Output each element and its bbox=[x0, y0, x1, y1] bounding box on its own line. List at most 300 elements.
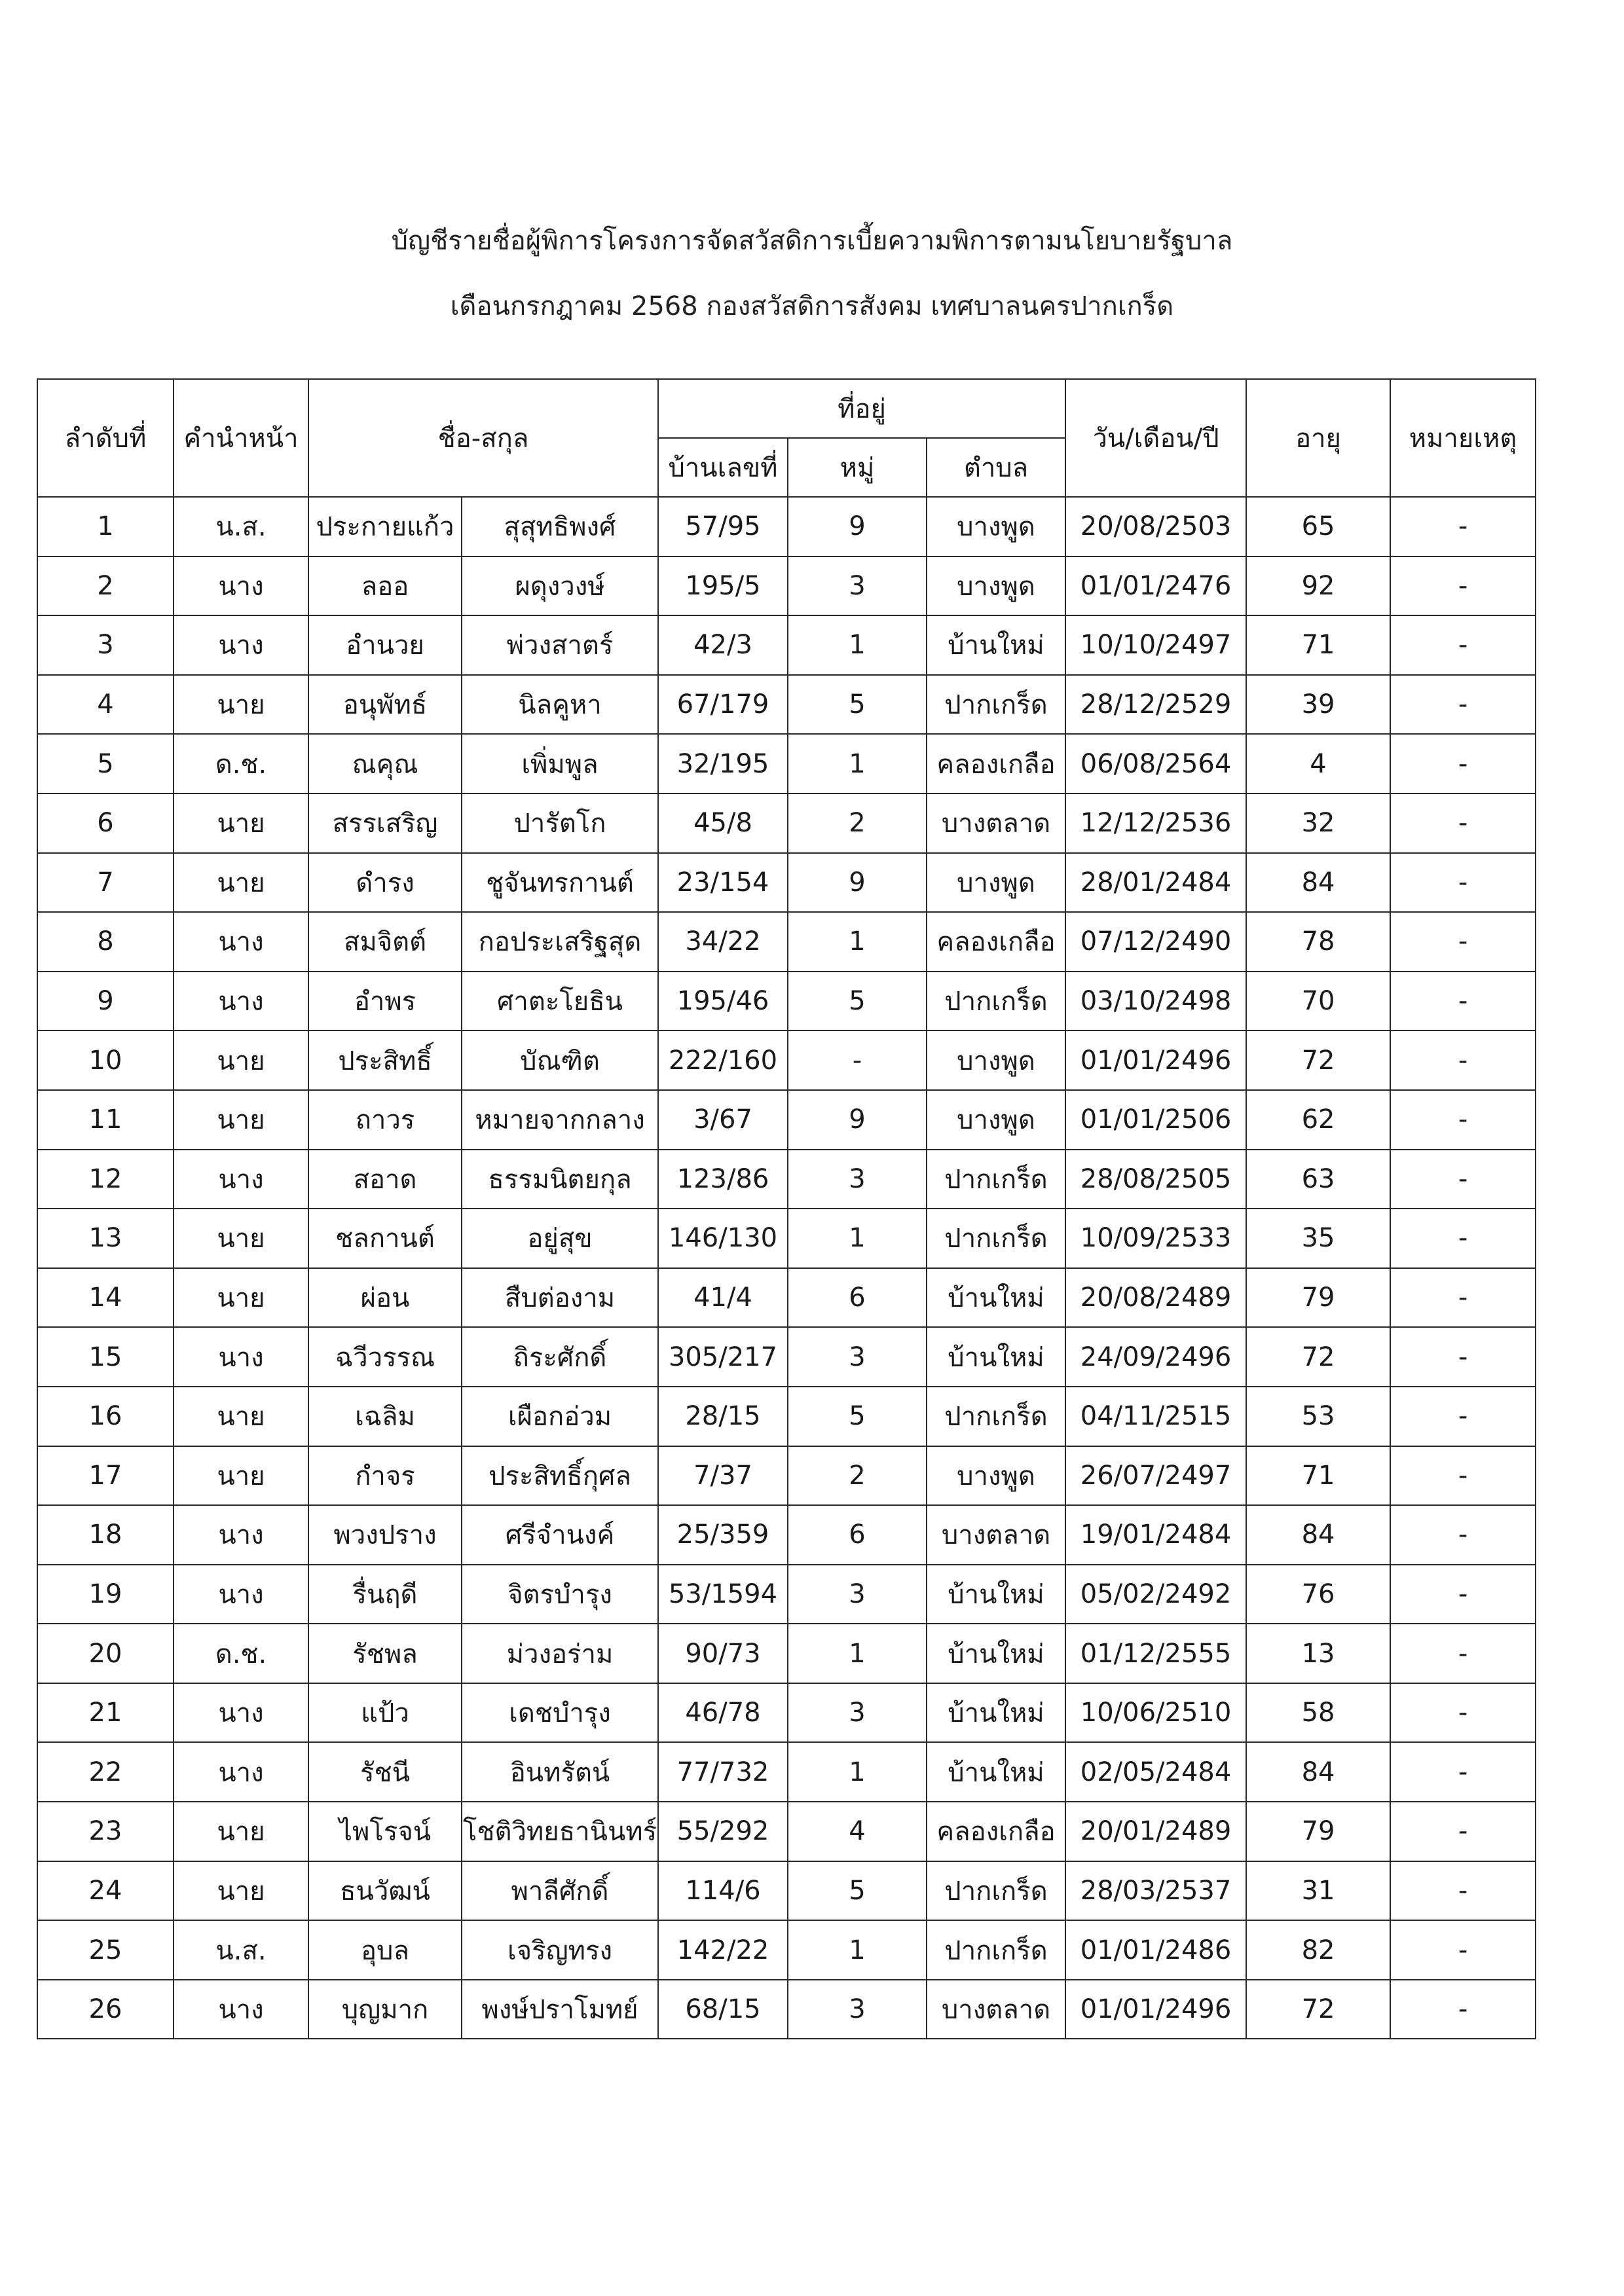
cell-moo: 3 bbox=[788, 556, 927, 616]
cell-note: - bbox=[1390, 497, 1536, 556]
cell-age: 84 bbox=[1246, 853, 1390, 913]
cell-tambon: บ้านใหม่ bbox=[927, 1624, 1065, 1683]
cell-house-no: 45/8 bbox=[658, 793, 788, 853]
cell-first-name: ฉวีวรรณ bbox=[308, 1327, 462, 1387]
cell-first-name: รัชพล bbox=[308, 1624, 462, 1683]
table-row bbox=[37, 1268, 1536, 1328]
cell-dob: 01/01/2486 bbox=[1065, 1920, 1246, 1980]
cell-first-name: ถาวร bbox=[308, 1090, 462, 1150]
cell-no: 26 bbox=[37, 1980, 174, 2039]
cell-house-no: 68/15 bbox=[658, 1980, 788, 2039]
cell-tambon: บางตลาด bbox=[927, 793, 1065, 853]
table-row bbox=[37, 556, 1536, 616]
cell-first-name: ไพโรจน์ bbox=[308, 1802, 462, 1861]
cell-dob: 06/08/2564 bbox=[1065, 734, 1246, 793]
table-row bbox=[37, 793, 1536, 853]
cell-note: - bbox=[1390, 1209, 1536, 1268]
cell-house-no: 77/732 bbox=[658, 1742, 788, 1802]
cell-prefix: นาง bbox=[174, 1980, 308, 2039]
cell-last-name: ถิระศักดิ์ bbox=[462, 1327, 658, 1387]
header-note: หมายเหตุ bbox=[1390, 379, 1536, 497]
cell-first-name: พวงปราง bbox=[308, 1505, 462, 1565]
cell-moo: 5 bbox=[788, 1387, 927, 1446]
table-row bbox=[37, 1150, 1536, 1209]
cell-tambon: บางพูด bbox=[927, 853, 1065, 913]
cell-no: 23 bbox=[37, 1802, 174, 1861]
cell-prefix: น.ส. bbox=[174, 497, 308, 556]
cell-moo: 5 bbox=[788, 675, 927, 735]
cell-tambon: คลองเกลือ bbox=[927, 1802, 1065, 1861]
cell-age: 31 bbox=[1246, 1861, 1390, 1921]
cell-dob: 04/11/2515 bbox=[1065, 1387, 1246, 1446]
cell-prefix: นาง bbox=[174, 1565, 308, 1624]
cell-dob: 01/01/2506 bbox=[1065, 1090, 1246, 1150]
cell-last-name: นิลคูหา bbox=[462, 675, 658, 735]
cell-last-name: เผือกอ่วม bbox=[462, 1387, 658, 1446]
cell-last-name: ปารัตโก bbox=[462, 793, 658, 853]
cell-tambon: บางพูด bbox=[927, 1446, 1065, 1506]
cell-dob: 01/01/2496 bbox=[1065, 1030, 1246, 1090]
cell-note: - bbox=[1390, 1565, 1536, 1624]
cell-moo: 1 bbox=[788, 1209, 927, 1268]
cell-no: 20 bbox=[37, 1624, 174, 1683]
table-row bbox=[37, 1920, 1536, 1980]
cell-dob: 01/01/2476 bbox=[1065, 556, 1246, 616]
cell-dob: 28/12/2529 bbox=[1065, 675, 1246, 735]
cell-last-name: เดชบำรุง bbox=[462, 1683, 658, 1743]
cell-age: 79 bbox=[1246, 1268, 1390, 1328]
cell-note: - bbox=[1390, 1446, 1536, 1506]
cell-age: 72 bbox=[1246, 1980, 1390, 2039]
cell-first-name: บุญมาก bbox=[308, 1980, 462, 2039]
cell-no: 3 bbox=[37, 615, 174, 675]
cell-age: 13 bbox=[1246, 1624, 1390, 1683]
cell-moo: 1 bbox=[788, 1624, 927, 1683]
cell-age: 71 bbox=[1246, 615, 1390, 675]
cell-tambon: บ้านใหม่ bbox=[927, 1268, 1065, 1328]
cell-moo: 1 bbox=[788, 1742, 927, 1802]
cell-age: 4 bbox=[1246, 734, 1390, 793]
cell-prefix: นาง bbox=[174, 1742, 308, 1802]
cell-no: 2 bbox=[37, 556, 174, 616]
cell-tambon: บางพูด bbox=[927, 1030, 1065, 1090]
cell-first-name: เฉลิม bbox=[308, 1387, 462, 1446]
cell-prefix: นาย bbox=[174, 675, 308, 735]
cell-prefix: นาง bbox=[174, 1150, 308, 1209]
cell-moo: 6 bbox=[788, 1268, 927, 1328]
cell-no: 13 bbox=[37, 1209, 174, 1268]
cell-first-name: ชลกานต์ bbox=[308, 1209, 462, 1268]
cell-tambon: บ้านใหม่ bbox=[927, 615, 1065, 675]
cell-note: - bbox=[1390, 1150, 1536, 1209]
cell-house-no: 53/1594 bbox=[658, 1565, 788, 1624]
cell-dob: 26/07/2497 bbox=[1065, 1446, 1246, 1506]
cell-note: - bbox=[1390, 972, 1536, 1031]
cell-house-no: 222/160 bbox=[658, 1030, 788, 1090]
cell-note: - bbox=[1390, 1980, 1536, 2039]
cell-dob: 12/12/2536 bbox=[1065, 793, 1246, 853]
cell-last-name: ธรรมนิตยกุล bbox=[462, 1150, 658, 1209]
table-row bbox=[37, 912, 1536, 972]
cell-last-name: อินทรัตน์ bbox=[462, 1742, 658, 1802]
cell-moo: 1 bbox=[788, 615, 927, 675]
cell-first-name: ลออ bbox=[308, 556, 462, 616]
cell-house-no: 123/86 bbox=[658, 1150, 788, 1209]
cell-tambon: คลองเกลือ bbox=[927, 734, 1065, 793]
table-row bbox=[37, 675, 1536, 735]
cell-last-name: กอประเสริฐสุด bbox=[462, 912, 658, 972]
cell-moo: 9 bbox=[788, 1090, 927, 1150]
cell-no: 1 bbox=[37, 497, 174, 556]
cell-moo: 3 bbox=[788, 1683, 927, 1743]
cell-first-name: อำพร bbox=[308, 972, 462, 1031]
cell-last-name: เจริญทรง bbox=[462, 1920, 658, 1980]
cell-age: 32 bbox=[1246, 793, 1390, 853]
cell-note: - bbox=[1390, 615, 1536, 675]
cell-prefix: นาง bbox=[174, 912, 308, 972]
cell-note: - bbox=[1390, 556, 1536, 616]
cell-house-no: 114/6 bbox=[658, 1861, 788, 1921]
cell-prefix: นาย bbox=[174, 1030, 308, 1090]
cell-moo: 2 bbox=[788, 793, 927, 853]
cell-prefix: นาย bbox=[174, 1861, 308, 1921]
header-moo: หมู่ bbox=[788, 438, 927, 497]
cell-no: 10 bbox=[37, 1030, 174, 1090]
cell-no: 19 bbox=[37, 1565, 174, 1624]
cell-note: - bbox=[1390, 734, 1536, 793]
cell-no: 12 bbox=[37, 1150, 174, 1209]
table-row bbox=[37, 972, 1536, 1031]
cell-last-name: เพิ่มพูล bbox=[462, 734, 658, 793]
cell-age: 58 bbox=[1246, 1683, 1390, 1743]
cell-note: - bbox=[1390, 1802, 1536, 1861]
cell-note: - bbox=[1390, 853, 1536, 913]
cell-house-no: 57/95 bbox=[658, 497, 788, 556]
cell-dob: 28/01/2484 bbox=[1065, 853, 1246, 913]
header-tambon: ตำบล bbox=[927, 438, 1065, 497]
cell-tambon: บางพูด bbox=[927, 1090, 1065, 1150]
cell-first-name: อุบล bbox=[308, 1920, 462, 1980]
cell-prefix: นาย bbox=[174, 793, 308, 853]
cell-moo: - bbox=[788, 1030, 927, 1090]
cell-prefix: นาง bbox=[174, 972, 308, 1031]
header-house-no: บ้านเลขที่ bbox=[658, 438, 788, 497]
cell-no: 21 bbox=[37, 1683, 174, 1743]
cell-note: - bbox=[1390, 1090, 1536, 1150]
cell-moo: 3 bbox=[788, 1980, 927, 2039]
cell-age: 82 bbox=[1246, 1920, 1390, 1980]
table-body bbox=[37, 497, 1536, 2039]
cell-first-name: อนุพัทธ์ bbox=[308, 675, 462, 735]
cell-age: 92 bbox=[1246, 556, 1390, 616]
cell-dob: 10/06/2510 bbox=[1065, 1683, 1246, 1743]
cell-note: - bbox=[1390, 675, 1536, 735]
cell-first-name: ประสิทธิ์ bbox=[308, 1030, 462, 1090]
cell-last-name: พาลีศักดิ์ bbox=[462, 1861, 658, 1921]
cell-dob: 10/10/2497 bbox=[1065, 615, 1246, 675]
cell-dob: 20/08/2489 bbox=[1065, 1268, 1246, 1328]
cell-last-name: พงษ์ปราโมทย์ bbox=[462, 1980, 658, 2039]
cell-dob: 10/09/2533 bbox=[1065, 1209, 1246, 1268]
header-name: ชื่อ-สกุล bbox=[308, 379, 658, 497]
cell-first-name: แป้ว bbox=[308, 1683, 462, 1743]
cell-tambon: บ้านใหม่ bbox=[927, 1683, 1065, 1743]
cell-note: - bbox=[1390, 912, 1536, 972]
table-row bbox=[37, 1446, 1536, 1506]
cell-moo: 1 bbox=[788, 734, 927, 793]
cell-moo: 2 bbox=[788, 1446, 927, 1506]
cell-last-name: ชูจันทรกานต์ bbox=[462, 853, 658, 913]
cell-tambon: บ้านใหม่ bbox=[927, 1565, 1065, 1624]
cell-dob: 28/03/2537 bbox=[1065, 1861, 1246, 1921]
cell-moo: 3 bbox=[788, 1150, 927, 1209]
cell-dob: 24/09/2496 bbox=[1065, 1327, 1246, 1387]
cell-first-name: สมจิตต์ bbox=[308, 912, 462, 972]
cell-last-name: หมายจากกลาง bbox=[462, 1090, 658, 1150]
cell-first-name: สอาด bbox=[308, 1150, 462, 1209]
table-row bbox=[37, 1327, 1536, 1387]
cell-prefix: ด.ช. bbox=[174, 734, 308, 793]
cell-tambon: ปากเกร็ด bbox=[927, 1861, 1065, 1921]
cell-dob: 03/10/2498 bbox=[1065, 972, 1246, 1031]
cell-note: - bbox=[1390, 1030, 1536, 1090]
cell-house-no: 67/179 bbox=[658, 675, 788, 735]
cell-no: 7 bbox=[37, 853, 174, 913]
cell-no: 6 bbox=[37, 793, 174, 853]
cell-house-no: 195/5 bbox=[658, 556, 788, 616]
cell-tambon: บ้านใหม่ bbox=[927, 1327, 1065, 1387]
cell-first-name: กำจร bbox=[308, 1446, 462, 1506]
cell-house-no: 23/154 bbox=[658, 853, 788, 913]
cell-last-name: โชติวิทยธานินทร์ bbox=[462, 1802, 658, 1861]
cell-tambon: คลองเกลือ bbox=[927, 912, 1065, 972]
table-row bbox=[37, 734, 1536, 793]
cell-first-name: อำนวย bbox=[308, 615, 462, 675]
header-dob: วัน/เดือน/ปี bbox=[1065, 379, 1246, 497]
cell-tambon: ปากเกร็ด bbox=[927, 1387, 1065, 1446]
cell-house-no: 55/292 bbox=[658, 1802, 788, 1861]
cell-no: 25 bbox=[37, 1920, 174, 1980]
cell-note: - bbox=[1390, 1387, 1536, 1446]
table-row bbox=[37, 1090, 1536, 1150]
header-address: ที่อยู่ bbox=[658, 379, 1065, 438]
cell-age: 71 bbox=[1246, 1446, 1390, 1506]
cell-moo: 9 bbox=[788, 853, 927, 913]
cell-first-name: สรรเสริญ bbox=[308, 793, 462, 853]
cell-age: 78 bbox=[1246, 912, 1390, 972]
cell-prefix: นาย bbox=[174, 1209, 308, 1268]
cell-moo: 1 bbox=[788, 912, 927, 972]
cell-first-name: รื่นฤดี bbox=[308, 1565, 462, 1624]
table-row bbox=[37, 497, 1536, 556]
cell-dob: 28/08/2505 bbox=[1065, 1150, 1246, 1209]
cell-moo: 6 bbox=[788, 1505, 927, 1565]
cell-last-name: ม่วงอร่าม bbox=[462, 1624, 658, 1683]
cell-last-name: ประสิทธิ์กุศล bbox=[462, 1446, 658, 1506]
cell-prefix: นาง bbox=[174, 1327, 308, 1387]
cell-last-name: อยู่สุข bbox=[462, 1209, 658, 1268]
cell-age: 53 bbox=[1246, 1387, 1390, 1446]
table-row bbox=[37, 1742, 1536, 1802]
table-row bbox=[37, 1802, 1536, 1861]
cell-prefix: นาง bbox=[174, 1505, 308, 1565]
cell-house-no: 90/73 bbox=[658, 1624, 788, 1683]
cell-note: - bbox=[1390, 793, 1536, 853]
cell-last-name: พ่วงสาตร์ bbox=[462, 615, 658, 675]
table-row bbox=[37, 853, 1536, 913]
table-row bbox=[37, 615, 1536, 675]
cell-first-name: ณคุณ bbox=[308, 734, 462, 793]
cell-house-no: 7/37 bbox=[658, 1446, 788, 1506]
cell-house-no: 146/130 bbox=[658, 1209, 788, 1268]
cell-moo: 9 bbox=[788, 497, 927, 556]
cell-moo: 4 bbox=[788, 1802, 927, 1861]
cell-tambon: ปากเกร็ด bbox=[927, 1209, 1065, 1268]
cell-no: 9 bbox=[37, 972, 174, 1031]
cell-note: - bbox=[1390, 1742, 1536, 1802]
cell-age: 72 bbox=[1246, 1327, 1390, 1387]
cell-prefix: นาย bbox=[174, 1268, 308, 1328]
cell-no: 18 bbox=[37, 1505, 174, 1565]
table-row bbox=[37, 1387, 1536, 1446]
cell-dob: 05/02/2492 bbox=[1065, 1565, 1246, 1624]
cell-house-no: 25/359 bbox=[658, 1505, 788, 1565]
cell-tambon: ปากเกร็ด bbox=[927, 1920, 1065, 1980]
cell-no: 24 bbox=[37, 1861, 174, 1921]
cell-house-no: 32/195 bbox=[658, 734, 788, 793]
cell-dob: 07/12/2490 bbox=[1065, 912, 1246, 972]
cell-prefix: นาย bbox=[174, 1090, 308, 1150]
cell-tambon: ปากเกร็ด bbox=[927, 972, 1065, 1031]
cell-tambon: บ้านใหม่ bbox=[927, 1742, 1065, 1802]
cell-prefix: ด.ช. bbox=[174, 1624, 308, 1683]
cell-last-name: ศรีจำนงค์ bbox=[462, 1505, 658, 1565]
cell-age: 35 bbox=[1246, 1209, 1390, 1268]
cell-house-no: 195/46 bbox=[658, 972, 788, 1031]
cell-age: 79 bbox=[1246, 1802, 1390, 1861]
cell-no: 14 bbox=[37, 1268, 174, 1328]
cell-no: 22 bbox=[37, 1742, 174, 1802]
cell-moo: 5 bbox=[788, 1861, 927, 1921]
cell-tambon: บางพูด bbox=[927, 556, 1065, 616]
cell-tambon: ปากเกร็ด bbox=[927, 675, 1065, 735]
cell-prefix: นาย bbox=[174, 1802, 308, 1861]
cell-tambon: บางพูด bbox=[927, 497, 1065, 556]
cell-no: 11 bbox=[37, 1090, 174, 1150]
cell-no: 4 bbox=[37, 675, 174, 735]
cell-house-no: 46/78 bbox=[658, 1683, 788, 1743]
cell-note: - bbox=[1390, 1624, 1536, 1683]
cell-dob: 01/12/2555 bbox=[1065, 1624, 1246, 1683]
cell-first-name: ผ่อน bbox=[308, 1268, 462, 1328]
cell-age: 62 bbox=[1246, 1090, 1390, 1150]
cell-note: - bbox=[1390, 1268, 1536, 1328]
cell-first-name: ประกายแก้ว bbox=[308, 497, 462, 556]
cell-age: 76 bbox=[1246, 1565, 1390, 1624]
cell-dob: 20/08/2503 bbox=[1065, 497, 1246, 556]
cell-prefix: นาย bbox=[174, 1446, 308, 1506]
table-row bbox=[37, 1209, 1536, 1268]
header-prefix: คำนำหน้า bbox=[174, 379, 308, 497]
cell-first-name: ธนวัฒน์ bbox=[308, 1861, 462, 1921]
table-row bbox=[37, 1565, 1536, 1624]
table-row bbox=[37, 1980, 1536, 2039]
cell-age: 70 bbox=[1246, 972, 1390, 1031]
cell-house-no: 41/4 bbox=[658, 1268, 788, 1328]
cell-last-name: ผดุงวงษ์ bbox=[462, 556, 658, 616]
beneficiary-table bbox=[37, 378, 1536, 2039]
cell-age: 72 bbox=[1246, 1030, 1390, 1090]
cell-dob: 02/05/2484 bbox=[1065, 1742, 1246, 1802]
cell-age: 65 bbox=[1246, 497, 1390, 556]
cell-no: 5 bbox=[37, 734, 174, 793]
cell-last-name: จิตรบำรุง bbox=[462, 1565, 658, 1624]
cell-prefix: นาย bbox=[174, 1387, 308, 1446]
cell-note: - bbox=[1390, 1505, 1536, 1565]
document-title: บัญชีรายชื่อผู้พิการโครงการจัดสวัสดิการเบี้ยความพิการตามนโยบายรัฐบาล bbox=[391, 226, 1233, 256]
cell-no: 17 bbox=[37, 1446, 174, 1506]
cell-tambon: ปากเกร็ด bbox=[927, 1150, 1065, 1209]
cell-dob: 19/01/2484 bbox=[1065, 1505, 1246, 1565]
cell-prefix: นาง bbox=[174, 556, 308, 616]
cell-moo: 5 bbox=[788, 972, 927, 1031]
cell-first-name: รัชนี bbox=[308, 1742, 462, 1802]
cell-prefix: นาย bbox=[174, 853, 308, 913]
table-row bbox=[37, 1683, 1536, 1743]
cell-prefix: นาง bbox=[174, 1683, 308, 1743]
cell-house-no: 42/3 bbox=[658, 615, 788, 675]
cell-note: - bbox=[1390, 1920, 1536, 1980]
cell-house-no: 142/22 bbox=[658, 1920, 788, 1980]
document-subtitle: เดือนกรกฎาคม 2568 กองสวัสดิการสังคม เทศบาลนครปากเกร็ด bbox=[450, 291, 1174, 321]
cell-moo: 1 bbox=[788, 1920, 927, 1980]
table-row bbox=[37, 1624, 1536, 1683]
cell-no: 8 bbox=[37, 912, 174, 972]
header-no: ลำดับที่ bbox=[37, 379, 174, 497]
cell-first-name: ดำรง bbox=[308, 853, 462, 913]
cell-house-no: 28/15 bbox=[658, 1387, 788, 1446]
cell-moo: 3 bbox=[788, 1327, 927, 1387]
cell-last-name: ศาตะโยธิน bbox=[462, 972, 658, 1031]
cell-age: 63 bbox=[1246, 1150, 1390, 1209]
cell-last-name: สืบต่องาม bbox=[462, 1268, 658, 1328]
cell-last-name: สุสุทธิพงศ์ bbox=[462, 497, 658, 556]
cell-prefix: นาง bbox=[174, 615, 308, 675]
cell-prefix: น.ส. bbox=[174, 1920, 308, 1980]
cell-last-name: บัณฑิต bbox=[462, 1030, 658, 1090]
table-row bbox=[37, 1861, 1536, 1921]
cell-note: - bbox=[1390, 1327, 1536, 1387]
cell-note: - bbox=[1390, 1683, 1536, 1743]
cell-house-no: 34/22 bbox=[658, 912, 788, 972]
cell-moo: 3 bbox=[788, 1565, 927, 1624]
cell-house-no: 305/217 bbox=[658, 1327, 788, 1387]
cell-age: 84 bbox=[1246, 1505, 1390, 1565]
cell-house-no: 3/67 bbox=[658, 1090, 788, 1150]
cell-no: 15 bbox=[37, 1327, 174, 1387]
header-age: อายุ bbox=[1246, 379, 1390, 497]
cell-age: 84 bbox=[1246, 1742, 1390, 1802]
cell-note: - bbox=[1390, 1861, 1536, 1921]
cell-no: 16 bbox=[37, 1387, 174, 1446]
cell-tambon: บางตลาด bbox=[927, 1505, 1065, 1565]
table-row bbox=[37, 1505, 1536, 1565]
cell-dob: 20/01/2489 bbox=[1065, 1802, 1246, 1861]
cell-age: 39 bbox=[1246, 675, 1390, 735]
table-row bbox=[37, 1030, 1536, 1090]
cell-tambon: บางตลาด bbox=[927, 1980, 1065, 2039]
cell-dob: 01/01/2496 bbox=[1065, 1980, 1246, 2039]
